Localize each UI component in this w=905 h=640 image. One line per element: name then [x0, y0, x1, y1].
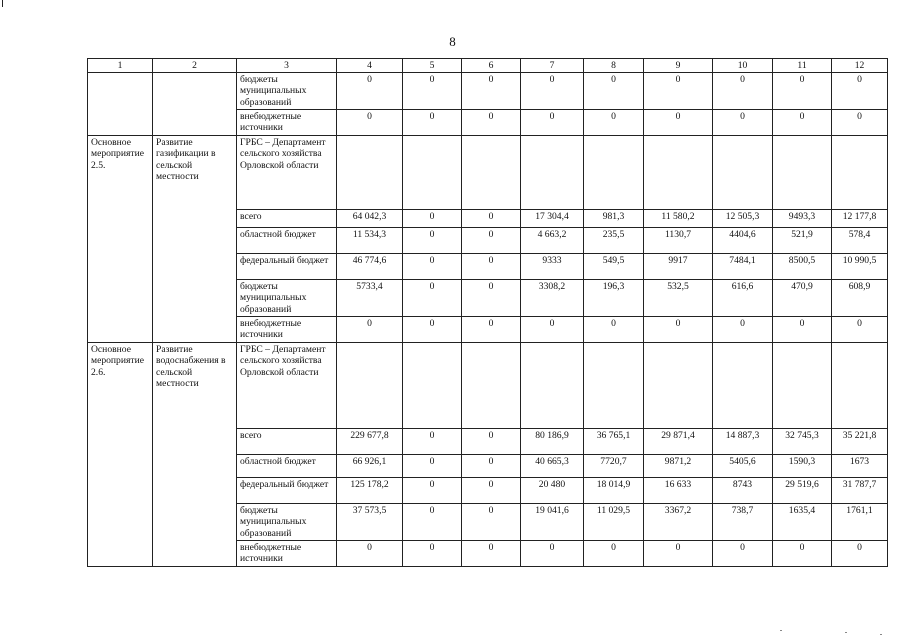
source-label: бюджеты муниципальных образований: [237, 73, 337, 110]
value-cell: 0: [403, 228, 462, 254]
value-cell: 19 041,6: [521, 504, 584, 541]
measure-title: Развитие водоснабжения в сельской местности: [153, 343, 237, 567]
value-cell: 5405,6: [713, 455, 773, 478]
value-cell: 32 745,3: [773, 429, 832, 455]
value-cell: 11 580,2: [644, 210, 713, 228]
source-label: областной бюджет: [237, 455, 337, 478]
value-cell: 17 304,4: [521, 210, 584, 228]
value-cell: 14 887,3: [713, 429, 773, 455]
header-cell: 4: [337, 59, 403, 73]
value-cell: 35 221,8: [832, 429, 888, 455]
value-cell: 0: [462, 254, 521, 280]
value-cell: 0: [462, 504, 521, 541]
value-cell: 0: [462, 280, 521, 317]
value-cell: 0: [521, 317, 584, 343]
header-cell: 12: [832, 59, 888, 73]
value-cell: 64 042,3: [337, 210, 403, 228]
value-cell: 0: [403, 110, 462, 136]
value-cell: 1761,1: [832, 504, 888, 541]
value-cell: 981,3: [584, 210, 644, 228]
value-cell: 738,7: [713, 504, 773, 541]
budget-table: [87, 58, 888, 567]
value-cell: 12 177,8: [832, 210, 888, 228]
value-cell: 0: [337, 73, 403, 110]
value-cell: 1673: [832, 455, 888, 478]
value-cell: 80 186,9: [521, 429, 584, 455]
value-cell: 9333: [521, 254, 584, 280]
value-cell: 0: [832, 110, 888, 136]
value-cell: 470,9: [773, 280, 832, 317]
value-cell: 0: [713, 540, 773, 566]
value-cell: 7720,7: [584, 455, 644, 478]
value-cell: 0: [773, 73, 832, 110]
value-cell: 0: [713, 110, 773, 136]
value-cell: 0: [584, 110, 644, 136]
value-cell: 0: [832, 73, 888, 110]
value-cell: 0: [462, 228, 521, 254]
value-cell: 0: [337, 540, 403, 566]
value-cell: 29 519,6: [773, 478, 832, 504]
value-cell: 1635,4: [773, 504, 832, 541]
value-cell: 549,5: [584, 254, 644, 280]
value-cell: 3367,2: [644, 504, 713, 541]
value-cell: 9871,2: [644, 455, 713, 478]
value-cell: 0: [403, 455, 462, 478]
value-cell: 0: [462, 210, 521, 228]
value-cell: 0: [403, 540, 462, 566]
table-row: [88, 73, 888, 110]
measure-code-cell: [88, 73, 153, 136]
value-cell: 11 029,5: [584, 504, 644, 541]
scan-speck: [880, 634, 882, 635]
value-cell: 0: [584, 540, 644, 566]
value-cell: 578,4: [832, 228, 888, 254]
value-cell: 235,5: [584, 228, 644, 254]
value-cell: 10 990,5: [832, 254, 888, 280]
value-cell: 0: [403, 73, 462, 110]
value-cell: 196,3: [584, 280, 644, 317]
value-cell: 0: [644, 110, 713, 136]
value-cell: 616,6: [713, 280, 773, 317]
source-label: внебюджетные источники: [237, 110, 337, 136]
value-cell: 0: [773, 540, 832, 566]
value-cell: 0: [462, 455, 521, 478]
value-cell: 66 926,1: [337, 455, 403, 478]
value-cell: 0: [462, 478, 521, 504]
value-cell: 0: [773, 110, 832, 136]
value-cell: 229 677,8: [337, 429, 403, 455]
value-cell: 521,9: [773, 228, 832, 254]
grbs-label: ГРБС – Департамент сельского хозяйства Орловской области: [237, 136, 337, 210]
value-cell: 31 787,7: [832, 478, 888, 504]
value-cell: 29 871,4: [644, 429, 713, 455]
source-label: внебюджетные источники: [237, 540, 337, 566]
value-cell: 0: [584, 73, 644, 110]
source-label: всего: [237, 210, 337, 228]
source-label: бюджеты муниципальных образований: [237, 504, 337, 541]
scan-speck: [780, 630, 782, 631]
value-cell: 3308,2: [521, 280, 584, 317]
source-label: внебюджетные источники: [237, 317, 337, 343]
value-cell: 0: [713, 73, 773, 110]
source-label: бюджеты муниципальных образований: [237, 280, 337, 317]
value-cell: 37 573,5: [337, 504, 403, 541]
value-cell: 0: [773, 317, 832, 343]
value-cell: 125 178,2: [337, 478, 403, 504]
source-label: федеральный бюджет: [237, 254, 337, 280]
value-cell: 0: [832, 540, 888, 566]
header-cell: 7: [521, 59, 584, 73]
header-cell: 10: [713, 59, 773, 73]
value-cell: 0: [403, 504, 462, 541]
value-cell: 7484,1: [713, 254, 773, 280]
value-cell: 1590,3: [773, 455, 832, 478]
value-cell: 0: [403, 280, 462, 317]
value-cell: 0: [337, 110, 403, 136]
value-cell: 0: [521, 540, 584, 566]
value-cell: 46 774,6: [337, 254, 403, 280]
grbs-label: ГРБС – Департамент сельского хозяйства Орловской области: [237, 343, 337, 429]
value-cell: 0: [462, 540, 521, 566]
value-cell: 0: [644, 540, 713, 566]
value-cell: 11 534,3: [337, 228, 403, 254]
value-cell: 0: [644, 317, 713, 343]
value-cell: 0: [832, 317, 888, 343]
value-cell: 18 014,9: [584, 478, 644, 504]
value-cell: 0: [462, 110, 521, 136]
measure-code: Основное мероприятие 2.5.: [88, 136, 153, 343]
value-cell: 0: [403, 478, 462, 504]
source-label: областной бюджет: [237, 228, 337, 254]
value-cell: 1130,7: [644, 228, 713, 254]
header-cell: 8: [584, 59, 644, 73]
value-cell: 532,5: [644, 280, 713, 317]
header-row: [88, 59, 888, 73]
value-cell: 0: [521, 110, 584, 136]
header-cell: 6: [462, 59, 521, 73]
value-cell: 4404,6: [713, 228, 773, 254]
source-label: всего: [237, 429, 337, 455]
value-cell: 9917: [644, 254, 713, 280]
value-cell: 0: [403, 317, 462, 343]
measure-title-cell: [153, 73, 237, 136]
value-cell: 0: [403, 210, 462, 228]
value-cell: 608,9: [832, 280, 888, 317]
header-cell: 1: [88, 59, 153, 73]
value-cell: 12 505,3: [713, 210, 773, 228]
grbs-row: [88, 136, 888, 210]
grbs-row: [88, 343, 888, 429]
scan-corner-mark: [2, 0, 3, 7]
value-cell: 5733,4: [337, 280, 403, 317]
value-cell: 8500,5: [773, 254, 832, 280]
value-cell: 8743: [713, 478, 773, 504]
header-cell: 11: [773, 59, 832, 73]
value-cell: 9493,3: [773, 210, 832, 228]
value-cell: 0: [337, 317, 403, 343]
measure-code: Основное мероприятие 2.6.: [88, 343, 153, 567]
value-cell: 0: [521, 73, 584, 110]
value-cell: 0: [403, 254, 462, 280]
value-cell: 0: [644, 73, 713, 110]
value-cell: 20 480: [521, 478, 584, 504]
value-cell: 0: [584, 317, 644, 343]
header-cell: 3: [237, 59, 337, 73]
value-cell: 36 765,1: [584, 429, 644, 455]
value-cell: 4 663,2: [521, 228, 584, 254]
value-cell: 0: [713, 317, 773, 343]
header-cell: 9: [644, 59, 713, 73]
value-cell: 0: [462, 73, 521, 110]
value-cell: 0: [462, 429, 521, 455]
header-cell: 5: [403, 59, 462, 73]
page-number: 8: [449, 34, 456, 49]
scan-speck: [845, 632, 847, 633]
measure-title: Развитие газификации в сельской местности: [153, 136, 237, 343]
value-cell: 40 665,3: [521, 455, 584, 478]
header-cell: 2: [153, 59, 237, 73]
value-cell: 16 633: [644, 478, 713, 504]
source-label: федеральный бюджет: [237, 478, 337, 504]
value-cell: 0: [462, 317, 521, 343]
value-cell: 0: [403, 429, 462, 455]
